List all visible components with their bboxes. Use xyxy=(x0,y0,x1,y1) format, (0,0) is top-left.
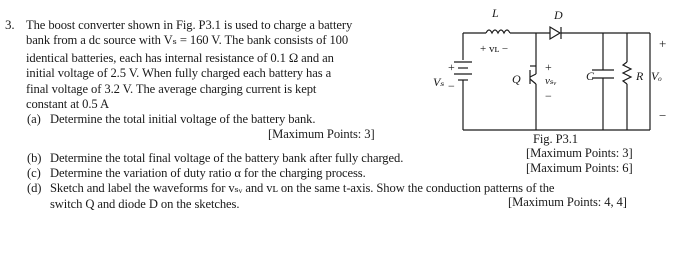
problem-line-3: identical batteries, each has internal resistance of 0.1 Ω and an xyxy=(26,51,334,65)
part-b-text: Determine the total final voltage of the battery bank after fully charged. xyxy=(50,151,404,165)
problem-line-6: constant at 0.5 A xyxy=(26,97,109,111)
part-b-points: [Maximum Points: 3] xyxy=(526,146,633,160)
switch-voltage-label: vₛᵥ xyxy=(545,75,557,87)
problem-line-5: final voltage of 3.2 V. The average charging current is kept xyxy=(26,82,317,96)
part-c-text: Determine the variation of duty ratio α for the charging process. xyxy=(50,166,366,180)
part-d-text-continued: switch Q and diode D on the sketches. xyxy=(50,197,240,211)
output-minus-sign: − xyxy=(659,108,667,123)
source-minus-sign: − xyxy=(448,79,455,93)
problem-line-1: The boost converter shown in Fig. P3.1 is used to charge a battery xyxy=(26,18,353,32)
problem-number: 3. xyxy=(5,17,15,32)
part-a-text: Determine the total initial voltage of the battery bank. xyxy=(50,112,316,126)
inductor-label: L xyxy=(492,6,499,20)
diode-symbol xyxy=(550,27,560,39)
capacitor-label: C xyxy=(586,69,595,83)
inductor-symbol xyxy=(486,30,510,33)
source-plus-sign: + xyxy=(448,60,455,74)
problem-line-4: initial voltage of 2.5 V. When fully charged each battery has a xyxy=(26,66,332,80)
switch-minus-sign: − xyxy=(545,89,552,103)
output-plus-sign: + xyxy=(659,36,667,51)
part-d-text: Sketch and label the waveforms for vₛᵥ and vʟ on the same t-axis. Show the conduction patterns of the xyxy=(50,181,555,195)
switch-plus-sign: + xyxy=(545,60,552,74)
part-d-label: (d) xyxy=(27,181,42,195)
output-voltage-label: Vₒ xyxy=(651,69,662,83)
diode-label: D xyxy=(554,8,563,22)
resistor-symbol xyxy=(623,62,631,84)
part-b-label: (b) xyxy=(27,151,42,165)
part-c-points: [Maximum Points: 6] xyxy=(526,161,633,175)
problem-line-2: bank from a dc source with Vₛ = 160 V. The bank consists of 100 xyxy=(26,33,349,47)
part-a-label: (a) xyxy=(27,112,41,126)
part-a-points: [Maximum Points: 3] xyxy=(268,127,375,141)
inductor-voltage-label: + vʟ − xyxy=(480,43,509,55)
figure-caption: Fig. P3.1 xyxy=(533,132,578,146)
part-d-points: [Maximum Points: 4, 4] xyxy=(508,195,627,209)
resistor-label: R xyxy=(636,69,644,83)
source-voltage-label: Vₛ xyxy=(433,75,445,89)
switch-label: Q xyxy=(512,72,521,86)
part-c-label: (c) xyxy=(27,166,41,180)
